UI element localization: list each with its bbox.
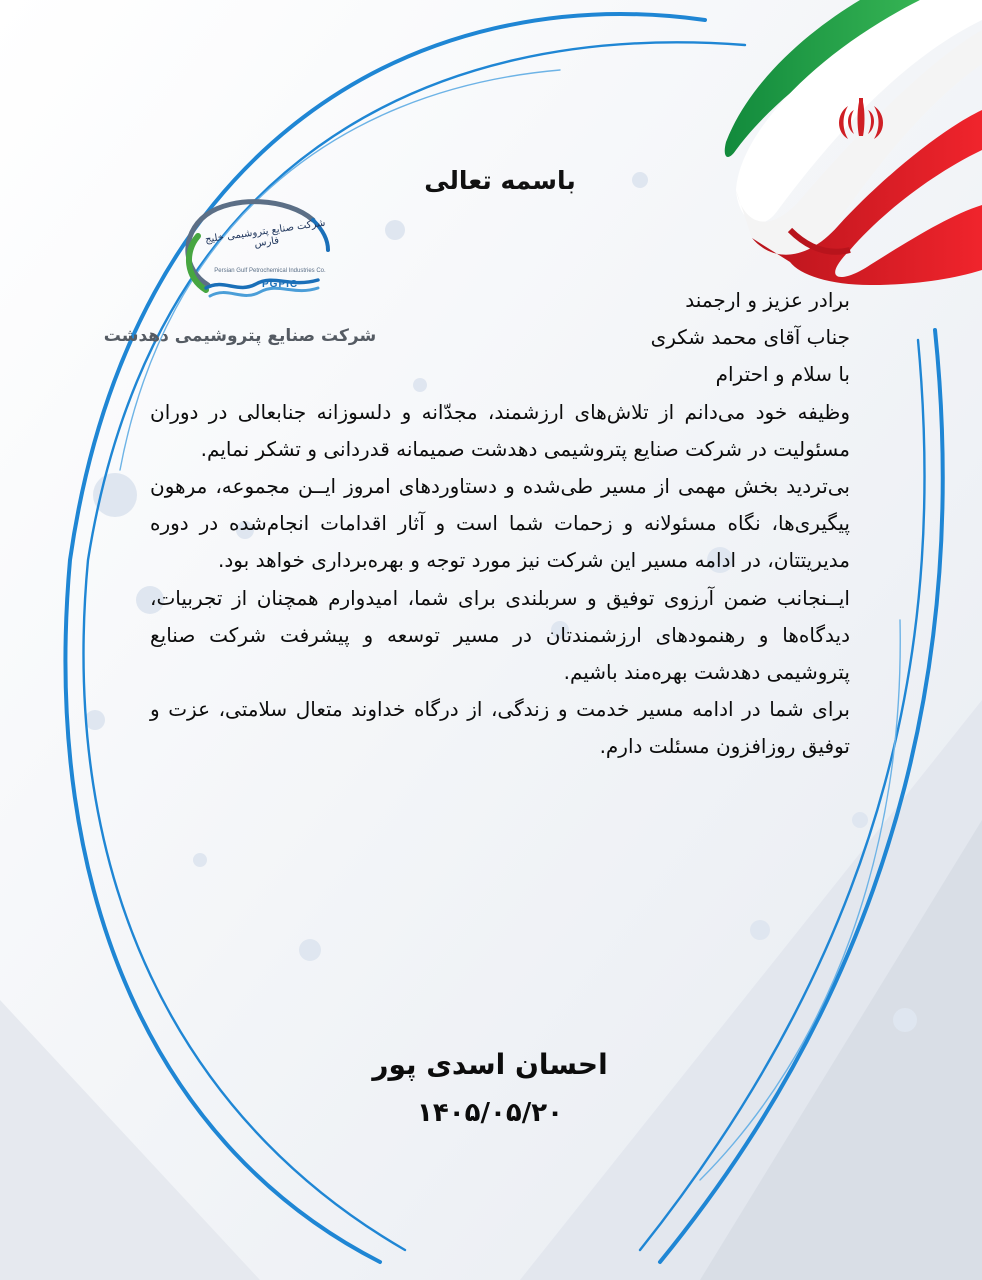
logo-english-name: Persian Gulf Petrochemical Industries Co.	[214, 268, 326, 274]
signatory-name: احسان اسدی پور	[372, 1048, 608, 1081]
recipient-name: جناب آقای محمد شکری	[650, 325, 850, 350]
company-name: شرکت صنایع پتروشیمی دهدشت	[103, 326, 377, 346]
signature-date: ۱۴۰۵/۰۵/۲۰	[417, 1098, 563, 1128]
letter-paragraph: برای شما در ادامه مسیر خدمت و زندگی، از درگاه خداوند متعال سلامتی، عزت و توفیق روزافزون مسئلت دارم.	[150, 697, 850, 759]
letter-paragraph: بی‌تردید بخش مهمی از مسیر طی‌شده و دستاوردهای امروز ایــن مجموعه، مرهون پیگیری‌ها، نگاه مسئولانه و زحمات شما است و آثار اقدامات انجام‌شده در دوره مدیریتتان، در ادامه مسیر این شرکت نیز مورد توجه و بهره‌برداری خواهد بود.	[150, 474, 850, 573]
letter-paragraph: وظیفه خود می‌دانم از تلاش‌های ارزشمند، مجدّانه و دلسوزانه جنابعالی در دوران مسئولیت در شرکت صنایع پتروشیمی دهدشت صمیمانه قدردانی و تشکر نمایم.	[150, 399, 850, 461]
letter-body	[150, 282, 850, 766]
logo-abbreviation: PGPIC	[262, 279, 299, 290]
letter-heading: باسمه تعالی	[424, 166, 576, 195]
greeting: با سلام و احترام	[715, 362, 850, 387]
letter-paragraph: ایــنجانب ضمن آرزوی توفیق و سربلندی برای شما، امیدوارم همچنان از تجربیات، دیدگاه‌ها و رهنمودهای ارزشمندتان در مسیر توسعه و پیشرفت شرکت صنایع پتروشیمی دهدشت بهره‌مند باشیم.	[150, 585, 850, 685]
logo-persian-name: شرکت صنایع پتروشیمی خلیج فارس	[204, 217, 327, 250]
salutation: برادر عزیز و ارجمند	[685, 288, 850, 312]
